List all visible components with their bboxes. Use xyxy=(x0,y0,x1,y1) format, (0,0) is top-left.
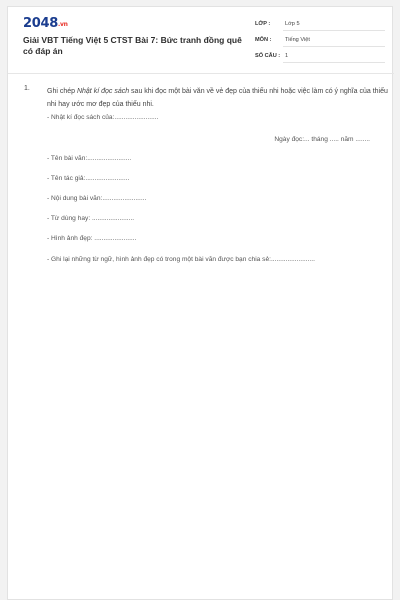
meta-subject xyxy=(255,33,385,47)
logo-dot: . xyxy=(57,21,60,28)
logo-tld: vn xyxy=(59,21,68,28)
worksheet xyxy=(7,6,393,600)
meta-class-value: Lớp 5 xyxy=(285,21,300,27)
question-number: 1. xyxy=(24,85,30,92)
meta-class-underline xyxy=(283,30,385,31)
question-intro-rest: sau khi đọc một bài văn về vẻ đẹp của thiếu nhi hoặc việc làm có ý nghĩa của thiếu nhi hay ước mơ đẹp của thiếu nhi. xyxy=(47,88,388,108)
answer-line-words: - Từ dùng hay: ....................... xyxy=(47,215,135,222)
question-intro-start: Ghi chép xyxy=(47,88,77,95)
meta-subject-underline xyxy=(283,46,385,47)
meta-question-count-label: SỐ CÂU : xyxy=(255,53,281,59)
logo-main: 2048 xyxy=(23,16,58,31)
question-intro xyxy=(47,85,389,111)
meta-question-count-underline xyxy=(283,62,385,63)
meta-class xyxy=(255,17,385,31)
answer-line-images: - Hình ảnh đẹp: ....................... xyxy=(47,235,137,242)
answer-line-shared: - Ghi lại những từ ngữ, hình ảnh đẹp có trong một bài văn được bạn chia sẻ:........................ xyxy=(47,256,315,263)
page-title: Giải VBT Tiếng Việt 5 CTST Bài 7: Bức tranh đồng quê có đáp án xyxy=(23,35,242,56)
answer-line-reader: - Nhật kí đọc sách của:........................ xyxy=(47,114,159,121)
meta-subject-label: MÔN : xyxy=(255,37,272,43)
answer-line-author: - Tên tác giả:........................ xyxy=(47,175,130,182)
answer-line-date: Ngày đọc:... tháng ..... năm ........ xyxy=(274,136,370,143)
answer-line-content: - Nội dung bài văn:........................ xyxy=(47,195,147,202)
meta-subject-value: Tiếng Việt xyxy=(285,37,310,43)
meta-class-label: LỚP : xyxy=(255,21,271,27)
worksheet-header xyxy=(8,7,394,74)
meta-question-count-value: 1 xyxy=(285,53,289,59)
site-logo[interactable] xyxy=(23,16,68,31)
question-intro-emphasis: Nhật kí đọc sách xyxy=(76,88,130,95)
answer-line-title: - Tên bài văn:........................ xyxy=(47,155,132,162)
meta-question-count xyxy=(255,49,385,63)
